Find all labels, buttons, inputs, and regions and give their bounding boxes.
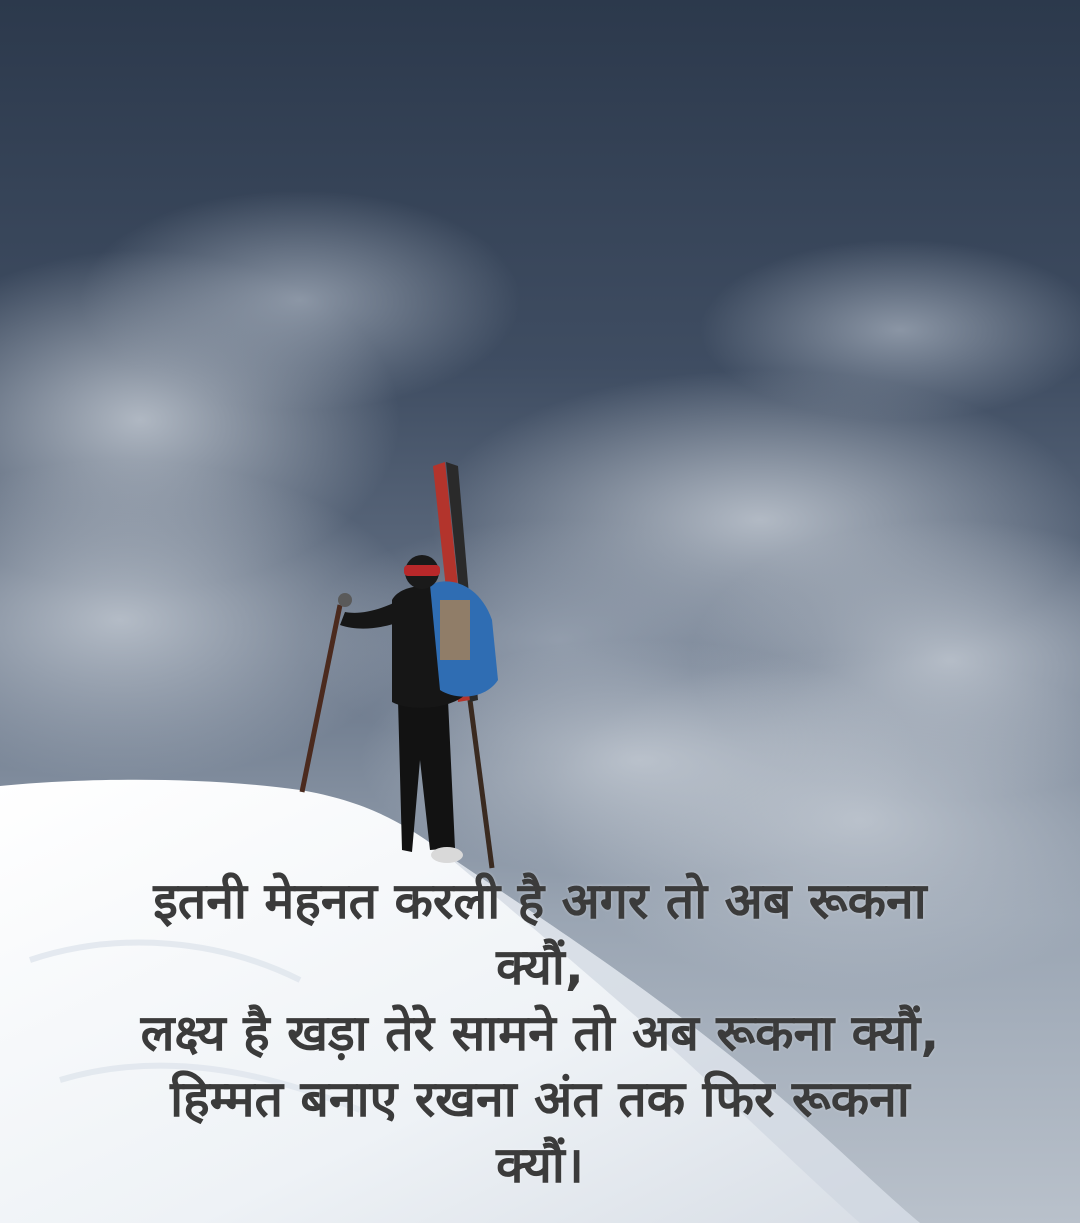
- quote-line: हिम्मत बनाए रखना अंत तक फिर रूकना: [170, 1070, 910, 1128]
- quote-line: क्यौं,: [496, 938, 584, 996]
- quote-line: इतनी मेहनत करली है अगर तो अब रूकना: [153, 872, 927, 930]
- motivational-quote: [40, 868, 1040, 1198]
- quote-line: लक्ष्य है खड़ा तेरे सामने तो अब रूकना क्यौं,: [140, 1004, 940, 1062]
- quote-line: क्यौं।: [496, 1136, 584, 1194]
